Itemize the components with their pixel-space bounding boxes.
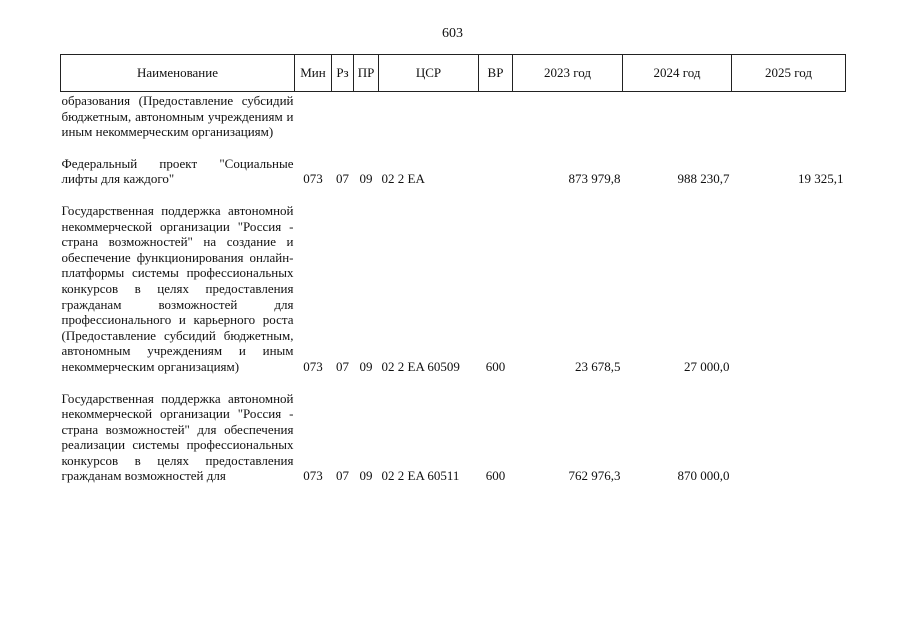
row-csr bbox=[379, 92, 479, 140]
row-csr: 02 2 EA 60511 bbox=[381, 468, 460, 484]
header-2024: 2024 год bbox=[623, 55, 732, 92]
budget-table bbox=[60, 54, 846, 484]
row-2023 bbox=[513, 92, 623, 140]
header-rz: Рз bbox=[332, 55, 354, 92]
row-name: Федеральный проект "Социальные лифты для каждого" bbox=[61, 155, 294, 187]
row-2024: 27 000,0 bbox=[684, 358, 730, 374]
page-number: 603 bbox=[442, 26, 463, 41]
row-2025 bbox=[732, 391, 846, 485]
row-rz: 07 bbox=[336, 468, 349, 484]
row-spacer bbox=[61, 375, 846, 391]
row-min: 073 bbox=[303, 358, 323, 374]
row-pr: 09 bbox=[359, 468, 373, 484]
header-vr: ВР bbox=[479, 55, 513, 92]
row-2025: 19 325,1 bbox=[798, 171, 844, 187]
table-header-row bbox=[61, 55, 846, 92]
row-vr: 600 bbox=[485, 468, 506, 484]
row-spacer bbox=[61, 140, 846, 156]
row-name: Государственная поддержка автономной некоммерческой организации "Россия - страна возможностей" для обеспечения реализации системы профессиональных конкурсов в целях предоставления гражданам возможностей для bbox=[61, 390, 294, 484]
row-spacer bbox=[61, 187, 846, 203]
row-min: 073 bbox=[303, 171, 323, 187]
header-csr: ЦСР bbox=[379, 55, 479, 92]
row-2024: 988 230,7 bbox=[677, 171, 730, 187]
row-2025 bbox=[732, 92, 846, 140]
header-2023: 2023 год bbox=[513, 55, 623, 92]
row-rz: 07 bbox=[336, 171, 349, 187]
row-vr: 600 bbox=[485, 358, 506, 374]
row-2023: 23 678,5 bbox=[575, 358, 621, 374]
row-vr bbox=[479, 92, 513, 140]
row-name: образования (Предоставление субсидий бюджетным, автономным учреждениям и иным некоммерческим организациям) bbox=[61, 93, 294, 140]
row-pr: 09 bbox=[359, 358, 373, 374]
row-2023: 762 976,3 bbox=[568, 468, 621, 484]
row-2024 bbox=[623, 92, 732, 140]
table-row bbox=[61, 156, 846, 187]
header-2025: 2025 год bbox=[732, 55, 846, 92]
header-min: Мин bbox=[295, 55, 332, 92]
row-vr bbox=[479, 156, 513, 187]
table-row bbox=[61, 391, 846, 485]
table-row bbox=[61, 203, 846, 375]
header-name: Наименование bbox=[61, 55, 295, 92]
row-csr: 02 2 EA bbox=[381, 171, 425, 187]
header-pr: ПР bbox=[354, 55, 379, 92]
row-min: 073 bbox=[303, 468, 323, 484]
row-2025 bbox=[732, 203, 846, 375]
row-csr: 02 2 EA 60509 bbox=[381, 358, 460, 374]
row-pr bbox=[354, 92, 379, 140]
table-row bbox=[61, 92, 846, 140]
row-name: Государственная поддержка автономной некоммерческой организации "Россия - страна возможностей" на создание и обеспечение функционирования онлайн-платформы системы профессиональных конкурсов в целях предоставления гражданам возможностей для профессионального и карьерного роста (Предоставление субсидий бюджетным, автономным учреждениям и иным некоммерческим организациям) bbox=[61, 202, 294, 374]
row-min bbox=[295, 92, 332, 140]
row-rz: 07 bbox=[336, 358, 349, 374]
row-2023: 873 979,8 bbox=[568, 171, 621, 187]
row-2024: 870 000,0 bbox=[677, 468, 730, 484]
row-pr: 09 bbox=[359, 171, 373, 187]
row-rz bbox=[332, 92, 354, 140]
